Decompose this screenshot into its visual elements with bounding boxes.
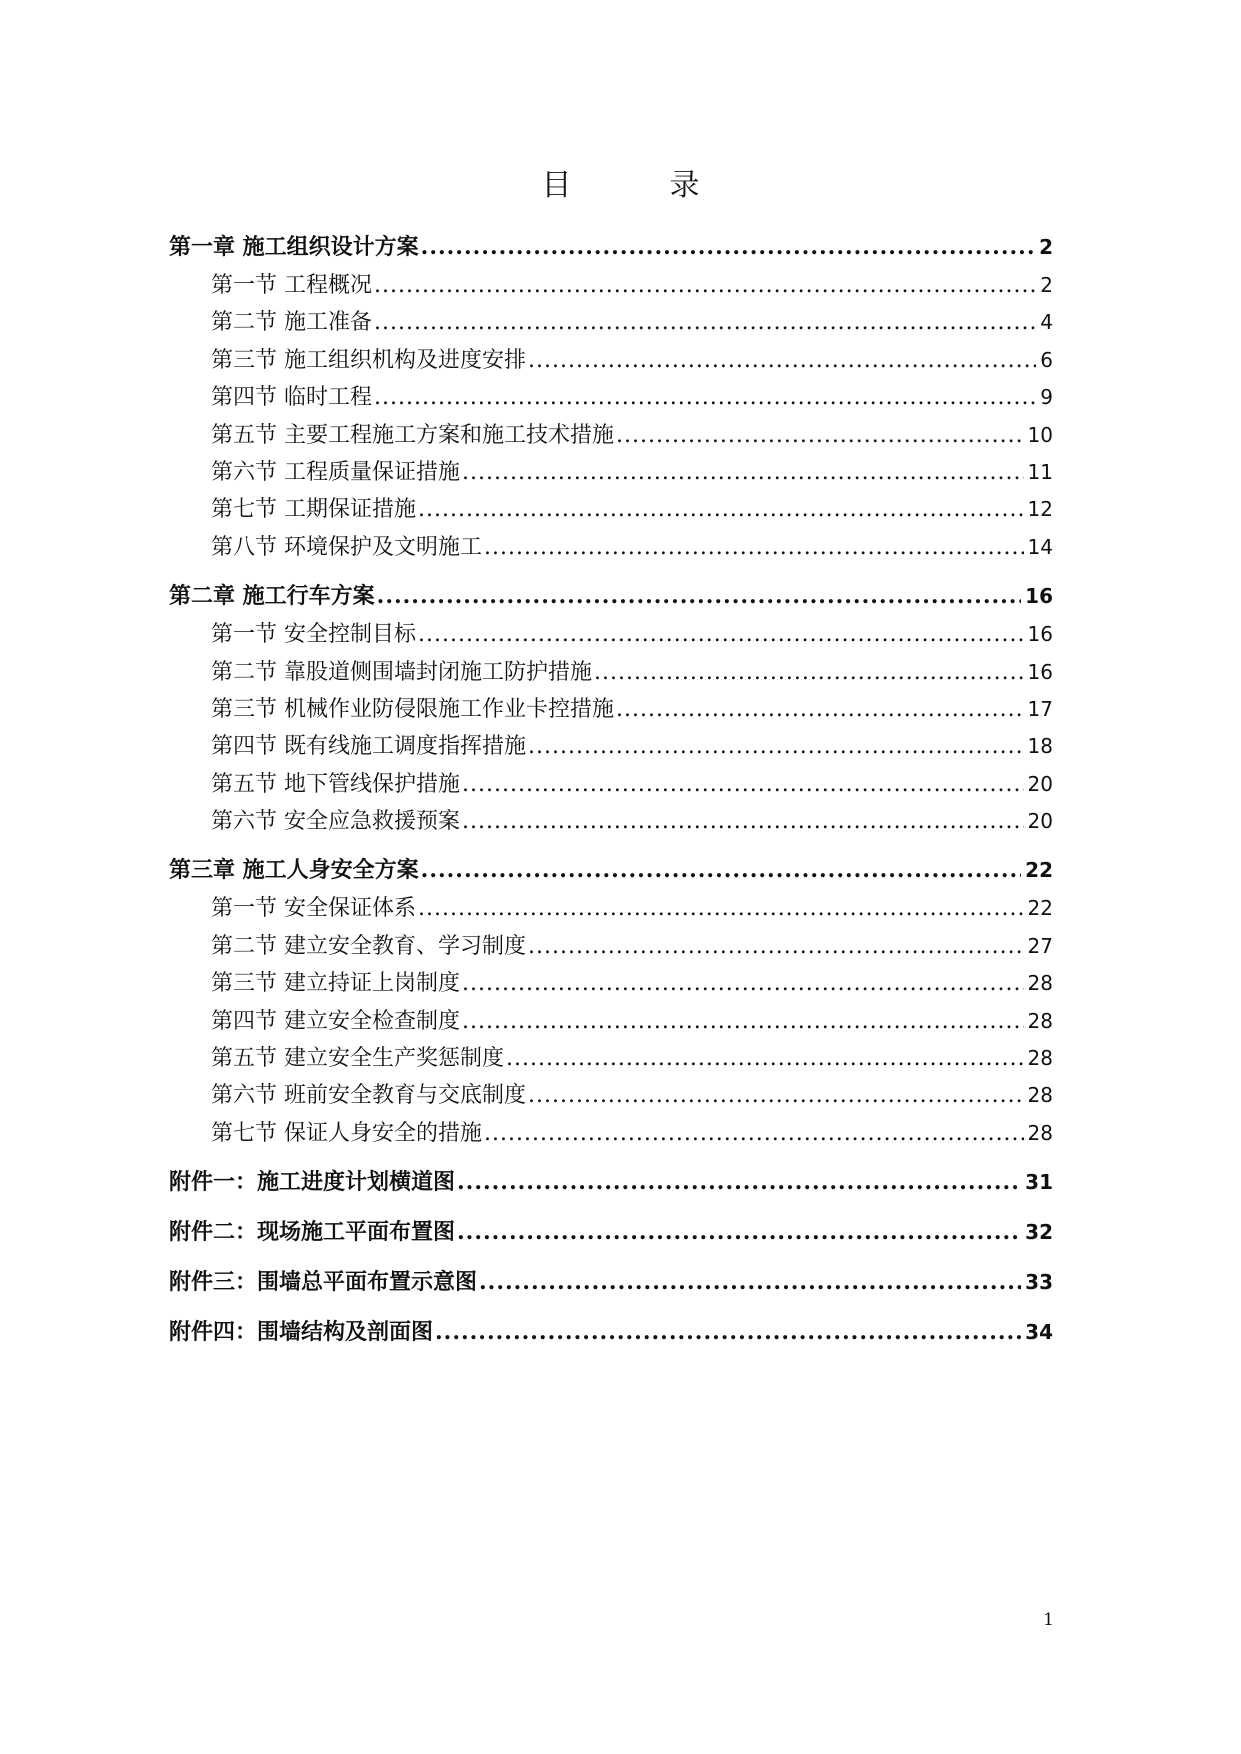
toc-entry-page: 34	[1025, 1320, 1053, 1345]
toc-entry-page: 16	[1025, 584, 1053, 609]
toc-dot-leader	[374, 310, 1036, 335]
toc-entry-label: 第二节 靠股道侧围墙封闭施工防护措施	[211, 659, 592, 685]
toc-entry-label: 第八节 环境保护及文明施工	[211, 534, 482, 560]
toc-entry-label: 附件二：现场施工平面布置图	[169, 1219, 456, 1246]
toc-dot-leader	[418, 622, 1024, 647]
toc-entry-page: 2	[1039, 235, 1053, 259]
toc-dot-leader	[528, 734, 1024, 759]
toc-entry-label: 附件一：施工进度计划横道图	[169, 1169, 456, 1196]
toc-chapter-entry[interactable]	[169, 1315, 1053, 1353]
toc-chapter-entry[interactable]	[169, 1165, 1053, 1203]
toc-entry-page: 14	[1027, 534, 1053, 559]
toc-entry-label: 第一章 施工组织设计方案	[169, 234, 419, 260]
toc-dot-leader	[506, 1046, 1024, 1071]
toc-dot-leader	[528, 934, 1024, 959]
toc-entry-page: 20	[1027, 771, 1053, 796]
toc-entry-label: 第三节 建立持证上岗制度	[211, 971, 460, 997]
toc-entry-label: 第六节 安全应急救援预案	[211, 809, 460, 835]
toc-entry-label: 附件三：围墙总平面布置示意图	[169, 1269, 478, 1296]
toc-dot-leader	[594, 660, 1024, 685]
toc-title: 目 录	[541, 168, 734, 203]
toc-entry-page: 16	[1027, 622, 1053, 647]
toc-entry-label: 第二节 建立安全教育、学习制度	[211, 933, 526, 959]
toc-dot-leader	[435, 1319, 1021, 1345]
toc-entry-page: 17	[1027, 696, 1053, 721]
toc-section-entry[interactable]	[189, 380, 1053, 417]
toc-section-entry[interactable]	[189, 692, 1053, 729]
toc-entry-label: 第四节 既有线施工调度指挥措施	[211, 734, 526, 760]
toc-section-entry[interactable]	[189, 617, 1053, 654]
toc-entry-label: 第三章 施工人身安全方案	[169, 857, 419, 884]
toc-entry-page: 20	[1027, 809, 1053, 834]
toc-entry-page: 32	[1025, 1220, 1053, 1245]
toc-section-entry[interactable]	[189, 1041, 1053, 1078]
toc-dot-leader	[421, 857, 1021, 883]
toc-dot-leader	[457, 1219, 1021, 1245]
toc-entry-label: 第四节 临时工程	[211, 385, 372, 411]
toc-chapter-entry[interactable]	[169, 579, 1053, 617]
toc-entry-label: 第七节 保证人身安全的措施	[211, 1120, 482, 1146]
toc-entry-page: 33	[1025, 1270, 1053, 1295]
toc-entry-page: 18	[1027, 734, 1053, 759]
toc-dot-leader	[528, 1083, 1024, 1108]
toc-chapter-entry[interactable]	[169, 1215, 1053, 1253]
toc-entry-label: 附件四：围墙结构及剖面图	[169, 1319, 434, 1346]
toc-dot-leader	[528, 348, 1036, 373]
toc-entry-label: 第一节 工程概况	[211, 273, 372, 298]
toc-chapter-entry[interactable]	[169, 230, 1053, 268]
toc-section-entry[interactable]	[189, 1004, 1053, 1041]
toc-dot-leader	[421, 234, 1035, 260]
toc-dot-leader	[457, 1169, 1021, 1195]
toc-dot-leader	[374, 385, 1036, 410]
toc-entry-label: 第二节 施工准备	[211, 310, 372, 336]
toc-entry-page: 28	[1027, 1046, 1053, 1071]
toc-entry-label: 第三节 施工组织机构及进度安排	[211, 347, 526, 373]
toc-dot-leader	[462, 1009, 1024, 1034]
toc-entry-page: 28	[1027, 1120, 1053, 1145]
toc-entry-label: 第七节 工期保证措施	[211, 497, 416, 523]
toc-entry-page: 4	[1040, 310, 1053, 335]
toc-section-entry[interactable]	[189, 655, 1053, 692]
toc-entry-page: 9	[1040, 385, 1053, 410]
table-of-contents	[169, 230, 1053, 1353]
toc-section-entry[interactable]	[189, 530, 1053, 567]
toc-section-entry[interactable]	[189, 729, 1053, 766]
toc-section-entry[interactable]	[189, 1116, 1053, 1153]
toc-entry-label: 第一节 安全控制目标	[211, 622, 416, 648]
toc-entry-label: 第四节 建立安全检查制度	[211, 1008, 460, 1034]
page-number: 1	[1043, 1610, 1054, 1630]
toc-entry-page: 28	[1027, 1008, 1053, 1033]
toc-entry-page: 31	[1025, 1170, 1053, 1195]
toc-dot-leader	[377, 583, 1021, 609]
toc-entry-page: 2	[1040, 273, 1053, 297]
toc-entry-page: 27	[1027, 933, 1053, 958]
toc-entry-label: 第五节 地下管线保护措施	[211, 771, 460, 797]
toc-section-entry[interactable]	[189, 767, 1053, 804]
toc-entry-page: 28	[1027, 971, 1053, 996]
toc-dot-leader	[418, 497, 1024, 522]
toc-entry-page: 11	[1027, 459, 1053, 484]
toc-entry-page: 22	[1027, 896, 1053, 921]
toc-section-entry[interactable]	[189, 492, 1053, 529]
toc-section-entry[interactable]	[189, 343, 1053, 380]
toc-section-entry[interactable]	[189, 268, 1053, 305]
toc-entry-page: 22	[1025, 858, 1053, 883]
toc-entry-page: 6	[1040, 347, 1053, 372]
toc-entry-page: 28	[1027, 1083, 1053, 1108]
toc-section-entry[interactable]	[189, 929, 1053, 966]
toc-dot-leader	[374, 273, 1036, 298]
toc-entry-label: 第六节 工程质量保证措施	[211, 459, 460, 485]
toc-dot-leader	[616, 697, 1024, 722]
toc-section-entry[interactable]	[189, 418, 1053, 455]
toc-dot-leader	[418, 896, 1024, 921]
toc-chapter-entry[interactable]	[169, 853, 1053, 891]
toc-entry-page: 12	[1027, 497, 1053, 522]
toc-section-entry[interactable]	[189, 891, 1053, 928]
toc-chapter-entry[interactable]	[169, 1265, 1053, 1303]
toc-entry-label: 第三节 机械作业防侵限施工作业卡控措施	[211, 696, 614, 722]
toc-section-entry[interactable]	[189, 804, 1053, 841]
toc-dot-leader	[484, 1121, 1024, 1146]
toc-entry-label: 第六节 班前安全教育与交底制度	[211, 1083, 526, 1109]
toc-dot-leader	[462, 971, 1024, 996]
toc-entry-label: 第五节 主要工程施工方案和施工技术措施	[211, 422, 614, 448]
toc-entry-label: 第一节 安全保证体系	[211, 896, 416, 922]
toc-section-entry[interactable]	[189, 455, 1053, 492]
toc-section-entry[interactable]	[189, 966, 1053, 1003]
toc-entry-page: 10	[1027, 422, 1053, 447]
toc-dot-leader	[462, 772, 1024, 797]
toc-section-entry[interactable]	[189, 1078, 1053, 1115]
toc-entry-label: 第五节 建立安全生产奖惩制度	[211, 1046, 504, 1072]
toc-dot-leader	[462, 809, 1024, 834]
toc-dot-leader	[479, 1269, 1021, 1295]
toc-entry-page: 16	[1027, 659, 1053, 684]
toc-dot-leader	[484, 535, 1024, 560]
toc-dot-leader	[616, 423, 1024, 448]
toc-entry-label: 第二章 施工行车方案	[169, 583, 375, 610]
toc-dot-leader	[462, 460, 1024, 485]
toc-section-entry[interactable]	[189, 305, 1053, 342]
